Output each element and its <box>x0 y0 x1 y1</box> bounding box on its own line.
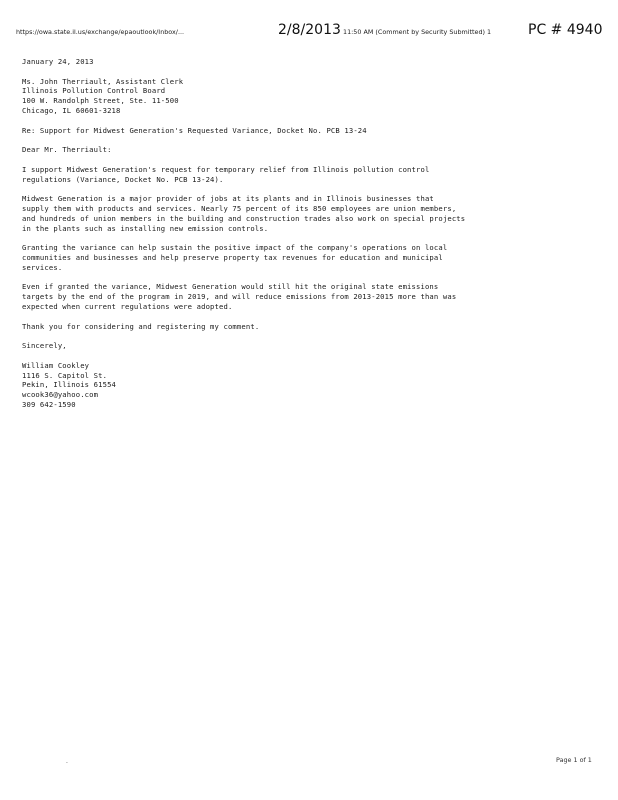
fax-header-url: https://owa.state.il.us/exchange/epaoutlook/Inbox/... <box>16 28 185 36</box>
recipient-line: Ms. John Therriault, Assistant Clerk <box>22 76 184 86</box>
paragraph-line: services. <box>22 262 63 272</box>
paragraph <box>22 194 592 233</box>
paragraph <box>22 165 592 185</box>
fax-header <box>16 22 606 42</box>
paragraph-line: Thank you for considering and registering my comment. <box>22 321 260 331</box>
recipient-line: Illinois Pollution Control Board <box>22 86 166 96</box>
closing: Sincerely, <box>22 341 67 351</box>
paragraph-line: supply them with products and services. Nearly 75 percent of its 850 employees are union members, <box>22 203 457 213</box>
paragraph-line: Granting the variance can help sustain the positive impact of the company's operations on local <box>22 243 448 253</box>
recipient-block <box>22 77 592 116</box>
letter-body <box>22 57 592 410</box>
signature-email: wcook36@yahoo.com <box>22 390 99 400</box>
letter-date: January 24, 2013 <box>22 57 94 66</box>
paragraph-line: expected when current regulations were adopted. <box>22 301 233 311</box>
paragraph-line: regulations (Variance, Docket No. PCB 13-24). <box>22 174 224 184</box>
recipient-line: Chicago, IL 60601-3218 <box>22 105 121 115</box>
paragraph-line: communities and businesses and help preserve property tax revenues for education and municipal <box>22 252 443 262</box>
fax-header-time: 11:50 AM (Comment by Security Submitted) 1 <box>343 28 492 36</box>
paragraph <box>22 243 592 272</box>
paragraph-line: and hundreds of union members in the building and construction trades also work on special projects <box>22 213 466 223</box>
signature-block <box>22 361 592 410</box>
recipient-line: 100 W. Randolph Street, Ste. 11-500 <box>22 96 179 106</box>
footer-mark: . <box>66 758 68 765</box>
page-number: Page 1 of 1 <box>556 756 592 764</box>
paragraph <box>22 322 592 332</box>
paragraph <box>22 282 592 311</box>
paragraph-line: targets by the end of the program in 2019, and will reduce emissions from 2013-2015 more than was <box>22 292 457 302</box>
paragraph-line: I support Midwest Generation's request for temporary relief from Illinois pollution control <box>22 164 430 174</box>
signature-address: 1116 S. Capitol St. <box>22 370 108 380</box>
subject-line: Re: Support for Midwest Generation's Requested Variance, Docket No. PCB 13-24 <box>22 125 367 135</box>
paragraph-line: Midwest Generation is a major provider of jobs at its plants and in Illinois businesses that <box>22 194 434 204</box>
paragraph-line: in the plants such as installing new emission controls. <box>22 223 269 233</box>
signature-city: Pekin, Illinois 61554 <box>22 380 117 390</box>
fax-header-date: 2/8/2013 <box>278 22 341 38</box>
signature-name: William Cookley <box>22 360 90 370</box>
salutation: Dear Mr. Therriault: <box>22 145 112 155</box>
paragraph-line: Even if granted the variance, Midwest Generation would still hit the original state emissions <box>22 282 439 292</box>
signature-phone: 309 642-1590 <box>22 399 76 409</box>
pc-number: PC # 4940 <box>528 22 603 38</box>
